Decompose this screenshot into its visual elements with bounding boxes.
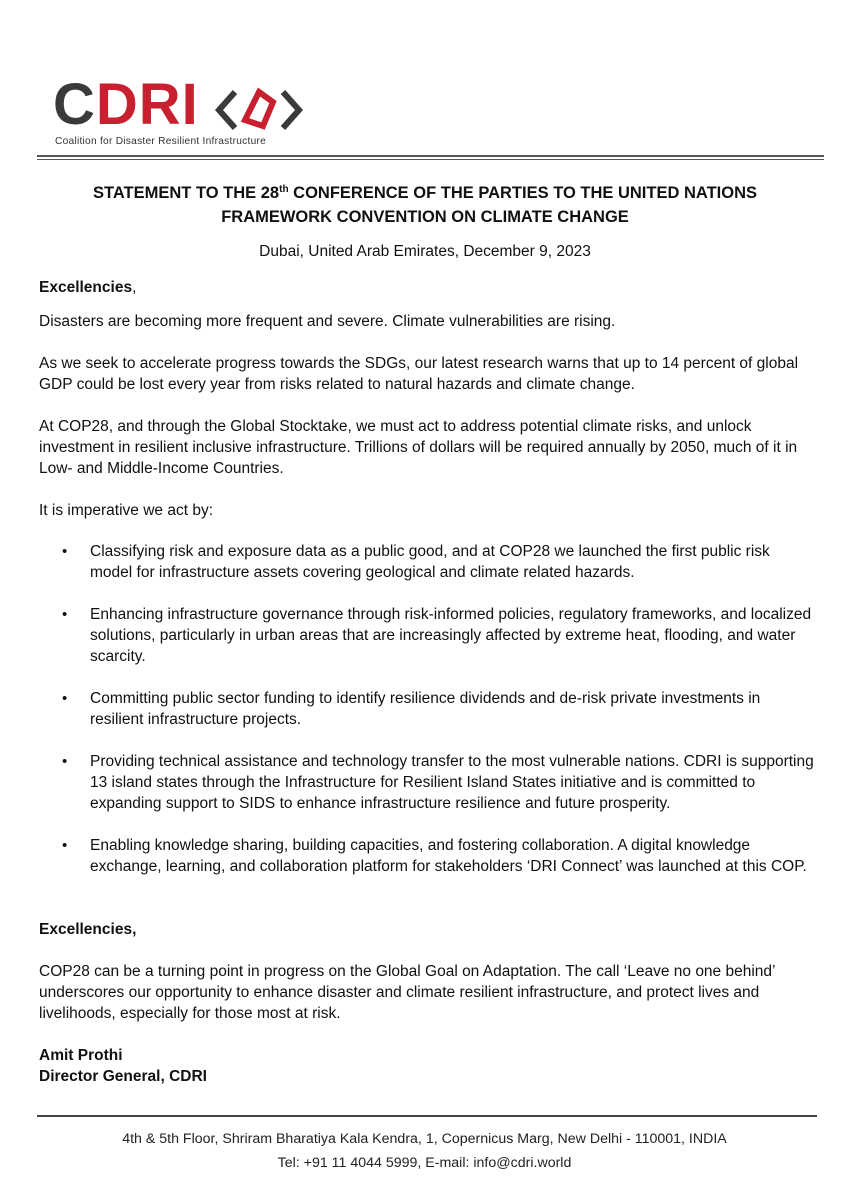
bullet-2: Enhancing infrastructure governance through risk-informed policies, regulatory frameworks, and localized solutions, particularly in urban areas that are increasingly affected by extreme heat, flooding, and water scarcity. bbox=[90, 606, 812, 665]
logo-letter-c: C bbox=[53, 72, 96, 137]
bullet-3: Committing public sector funding to identify resilience dividends and de-risk private investments in resilient infrastructure projects. bbox=[90, 690, 761, 728]
bullet-4-dot: • bbox=[62, 753, 68, 770]
footer-rule bbox=[37, 1115, 817, 1117]
closing-paragraph: COP28 can be a turning point in progress on the Global Goal on Adaptation. The call ‘Leave no one behind’ underscores our opportunity to enhance disaster and climate resilient infrastructure, and protect lives and livelihoods, especially for those most at risk. bbox=[39, 963, 775, 1022]
logo-wordmark bbox=[53, 74, 199, 136]
bullet-4: Providing technical assistance and technology transfer to the most vulnerable nations. CDRI is supporting 13 island states through the Infrastructure for Resilient Island States initiative and is committed to expanding support to SIDS to enhance infrastructure resilience and future prosperity. bbox=[90, 753, 814, 812]
cdri-logo bbox=[53, 72, 303, 152]
title-line-2: FRAMEWORK CONVENTION ON CLIMATE CHANGE bbox=[221, 208, 629, 226]
logo-mark-icon bbox=[213, 86, 305, 134]
bullet-1: Classifying risk and exposure data as a public good, and at COP28 we launched the first public risk model for infrastructure assets covering geological and climate related hazards. bbox=[90, 543, 770, 581]
header-rule-thick bbox=[37, 155, 824, 157]
logo-tagline: Coalition for Disaster Resilient Infrastructure bbox=[55, 136, 267, 147]
dateline: Dubai, United Arab Emirates, December 9, 2023 bbox=[259, 243, 591, 260]
bullet-5-dot: • bbox=[62, 837, 68, 854]
paragraph-4: It is imperative we act by: bbox=[39, 502, 214, 519]
salutation: Excellencies, bbox=[39, 279, 137, 296]
signature-name: Amit Prothi bbox=[39, 1047, 123, 1064]
footer-address: 4th & 5th Floor, Shriram Bharatiya Kala Kendra, 1, Copernicus Marg, New Delhi - 110001, INDIA bbox=[122, 1131, 727, 1147]
bullet-2-dot: • bbox=[62, 606, 68, 623]
bullet-1-dot: • bbox=[62, 543, 68, 560]
paragraph-3: At COP28, and through the Global Stocktake, we must act to address potential climate risks, and unlock investment in resilient inclusive infrastructure. Trillions of dollars will be required annually by 2050, much of it in Low- and Middle-Income Countries. bbox=[39, 418, 798, 477]
header-rule-thin bbox=[37, 159, 824, 160]
footer-contact: Tel: +91 11 4044 5999, E-mail: info@cdri.world bbox=[277, 1155, 572, 1171]
bullet-5: Enabling knowledge sharing, building capacities, and fostering collaboration. A digital knowledge exchange, learning, and collaboration platform for stakeholders ‘DRI Connect’ was launched at this COP. bbox=[90, 837, 807, 875]
paragraph-2: As we seek to accelerate progress towards the SDGs, our latest research warns that up to 14 percent of global GDP could be lost every year from risks related to natural hazards and climate change. bbox=[39, 355, 799, 393]
logo-letters-dri: DRI bbox=[95, 72, 199, 137]
closing-salutation: Excellencies, bbox=[39, 921, 137, 938]
paragraph-1: Disasters are becoming more frequent and severe. Climate vulnerabilities are rising. bbox=[39, 313, 616, 330]
bullet-3-dot: • bbox=[62, 690, 68, 707]
statement-title bbox=[40, 181, 810, 229]
title-line-1: STATEMENT TO THE 28th CONFERENCE OF THE PARTIES TO THE UNITED NATIONS bbox=[93, 184, 757, 202]
title-superscript: th bbox=[279, 184, 289, 195]
signature-title: Director General, CDRI bbox=[39, 1068, 207, 1085]
